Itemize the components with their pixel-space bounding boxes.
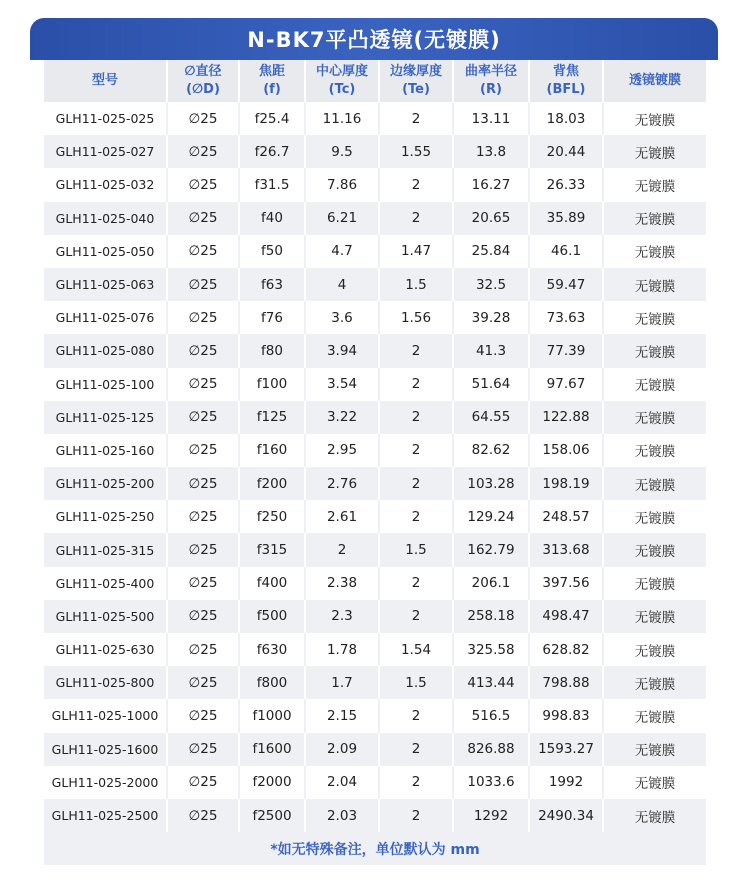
cell-coating: 无镀膜 bbox=[604, 699, 706, 732]
footnote: *如无特殊备注，单位默认为 mm bbox=[44, 832, 706, 865]
column-header-diameter bbox=[168, 60, 240, 102]
column-header-focal-length bbox=[240, 60, 306, 102]
cell-focal-length: f160 bbox=[240, 434, 306, 467]
cell-edge-thickness: 2 bbox=[380, 401, 454, 434]
header-row bbox=[44, 60, 706, 102]
table-row bbox=[44, 666, 706, 699]
cell-back-focal-length: 73.63 bbox=[530, 301, 604, 334]
cell-model: GLH11-025-032 bbox=[44, 168, 168, 201]
cell-edge-thickness: 2 bbox=[380, 799, 454, 832]
cell-center-thickness: 2.15 bbox=[306, 699, 380, 732]
table-row bbox=[44, 766, 706, 799]
cell-model: GLH11-025-2500 bbox=[44, 799, 168, 832]
cell-edge-thickness: 2 bbox=[380, 467, 454, 500]
cell-edge-thickness: 1.55 bbox=[380, 135, 454, 168]
column-header-unit: (BFL) bbox=[546, 82, 586, 97]
cell-edge-thickness: 2 bbox=[380, 368, 454, 401]
cell-focal-length: f31.5 bbox=[240, 168, 306, 201]
table-row bbox=[44, 334, 706, 367]
table-row bbox=[44, 567, 706, 600]
cell-coating: 无镀膜 bbox=[604, 633, 706, 666]
cell-diameter: ∅25 bbox=[168, 500, 240, 533]
cell-diameter: ∅25 bbox=[168, 434, 240, 467]
table-row bbox=[44, 533, 706, 566]
table-row bbox=[44, 467, 706, 500]
cell-diameter: ∅25 bbox=[168, 102, 240, 135]
cell-edge-thickness: 1.5 bbox=[380, 533, 454, 566]
cell-focal-length: f400 bbox=[240, 567, 306, 600]
cell-center-thickness: 9.5 bbox=[306, 135, 380, 168]
cell-edge-thickness: 2 bbox=[380, 334, 454, 367]
cell-back-focal-length: 46.1 bbox=[530, 235, 604, 268]
cell-edge-thickness: 2 bbox=[380, 567, 454, 600]
cell-back-focal-length: 158.06 bbox=[530, 434, 604, 467]
column-header-unit: (∅D) bbox=[186, 82, 220, 97]
cell-radius: 41.3 bbox=[454, 334, 530, 367]
cell-model: GLH11-025-200 bbox=[44, 467, 168, 500]
table-row bbox=[44, 799, 706, 832]
column-header-label: 中心厚度 bbox=[315, 64, 368, 79]
cell-radius: 13.11 bbox=[454, 102, 530, 135]
cell-coating: 无镀膜 bbox=[604, 600, 706, 633]
cell-model: GLH11-025-1600 bbox=[44, 733, 168, 766]
cell-center-thickness: 2.09 bbox=[306, 733, 380, 766]
cell-radius: 258.18 bbox=[454, 600, 530, 633]
cell-back-focal-length: 122.88 bbox=[530, 401, 604, 434]
cell-coating: 无镀膜 bbox=[604, 102, 706, 135]
cell-center-thickness: 3.6 bbox=[306, 301, 380, 334]
cell-diameter: ∅25 bbox=[168, 733, 240, 766]
cell-back-focal-length: 313.68 bbox=[530, 533, 604, 566]
cell-diameter: ∅25 bbox=[168, 334, 240, 367]
cell-edge-thickness: 2 bbox=[380, 168, 454, 201]
cell-back-focal-length: 198.19 bbox=[530, 467, 604, 500]
cell-focal-length: f1600 bbox=[240, 733, 306, 766]
cell-edge-thickness: 1.5 bbox=[380, 268, 454, 301]
cell-focal-length: f80 bbox=[240, 334, 306, 367]
cell-focal-length: f50 bbox=[240, 235, 306, 268]
title-banner bbox=[30, 18, 718, 60]
cell-model: GLH11-025-100 bbox=[44, 368, 168, 401]
column-header-coating bbox=[604, 60, 706, 102]
cell-diameter: ∅25 bbox=[168, 268, 240, 301]
cell-model: GLH11-025-2000 bbox=[44, 766, 168, 799]
cell-radius: 64.55 bbox=[454, 401, 530, 434]
cell-center-thickness: 3.94 bbox=[306, 334, 380, 367]
column-header-back-focal-length bbox=[530, 60, 604, 102]
cell-diameter: ∅25 bbox=[168, 533, 240, 566]
cell-center-thickness: 2.3 bbox=[306, 600, 380, 633]
cell-radius: 129.24 bbox=[454, 500, 530, 533]
cell-radius: 32.5 bbox=[454, 268, 530, 301]
cell-coating: 无镀膜 bbox=[604, 766, 706, 799]
cell-diameter: ∅25 bbox=[168, 633, 240, 666]
cell-back-focal-length: 498.47 bbox=[530, 600, 604, 633]
cell-center-thickness: 7.86 bbox=[306, 168, 380, 201]
cell-focal-length: f315 bbox=[240, 533, 306, 566]
cell-model: GLH11-025-025 bbox=[44, 102, 168, 135]
table-row bbox=[44, 301, 706, 334]
cell-diameter: ∅25 bbox=[168, 567, 240, 600]
cell-focal-length: f100 bbox=[240, 368, 306, 401]
cell-focal-length: f26.7 bbox=[240, 135, 306, 168]
cell-coating: 无镀膜 bbox=[604, 334, 706, 367]
column-header-unit: (Tc) bbox=[328, 82, 356, 97]
cell-center-thickness: 2.76 bbox=[306, 467, 380, 500]
cell-focal-length: f1000 bbox=[240, 699, 306, 732]
table-row bbox=[44, 368, 706, 401]
table-row bbox=[44, 168, 706, 201]
cell-coating: 无镀膜 bbox=[604, 666, 706, 699]
table-row bbox=[44, 268, 706, 301]
cell-edge-thickness: 1.5 bbox=[380, 666, 454, 699]
cell-diameter: ∅25 bbox=[168, 401, 240, 434]
cell-coating: 无镀膜 bbox=[604, 368, 706, 401]
cell-radius: 82.62 bbox=[454, 434, 530, 467]
cell-coating: 无镀膜 bbox=[604, 268, 706, 301]
cell-focal-length: f630 bbox=[240, 633, 306, 666]
table-row bbox=[44, 102, 706, 135]
cell-edge-thickness: 2 bbox=[380, 699, 454, 732]
cell-back-focal-length: 2490.34 bbox=[530, 799, 604, 832]
column-header-unit: (Te) bbox=[402, 82, 430, 97]
cell-back-focal-length: 1593.27 bbox=[530, 733, 604, 766]
column-header-radius bbox=[454, 60, 530, 102]
cell-model: GLH11-025-040 bbox=[44, 202, 168, 235]
cell-focal-length: f2500 bbox=[240, 799, 306, 832]
cell-edge-thickness: 2 bbox=[380, 733, 454, 766]
column-header-model bbox=[44, 60, 168, 102]
cell-diameter: ∅25 bbox=[168, 135, 240, 168]
cell-center-thickness: 6.21 bbox=[306, 202, 380, 235]
cell-coating: 无镀膜 bbox=[604, 533, 706, 566]
column-header-edge-thickness bbox=[380, 60, 454, 102]
cell-coating: 无镀膜 bbox=[604, 799, 706, 832]
cell-radius: 16.27 bbox=[454, 168, 530, 201]
column-header-center-thickness bbox=[306, 60, 380, 102]
cell-edge-thickness: 2 bbox=[380, 434, 454, 467]
cell-model: GLH11-025-160 bbox=[44, 434, 168, 467]
cell-focal-length: f2000 bbox=[240, 766, 306, 799]
cell-model: GLH11-025-080 bbox=[44, 334, 168, 367]
cell-center-thickness: 2.38 bbox=[306, 567, 380, 600]
cell-center-thickness: 3.54 bbox=[306, 368, 380, 401]
cell-diameter: ∅25 bbox=[168, 467, 240, 500]
cell-coating: 无镀膜 bbox=[604, 301, 706, 334]
cell-center-thickness: 4 bbox=[306, 268, 380, 301]
cell-radius: 516.5 bbox=[454, 699, 530, 732]
cell-model: GLH11-025-125 bbox=[44, 401, 168, 434]
cell-coating: 无镀膜 bbox=[604, 434, 706, 467]
cell-diameter: ∅25 bbox=[168, 168, 240, 201]
cell-coating: 无镀膜 bbox=[604, 401, 706, 434]
cell-focal-length: f25.4 bbox=[240, 102, 306, 135]
cell-model: GLH11-025-050 bbox=[44, 235, 168, 268]
cell-diameter: ∅25 bbox=[168, 766, 240, 799]
cell-back-focal-length: 97.67 bbox=[530, 368, 604, 401]
cell-model: GLH11-025-400 bbox=[44, 567, 168, 600]
cell-back-focal-length: 77.39 bbox=[530, 334, 604, 367]
cell-coating: 无镀膜 bbox=[604, 500, 706, 533]
cell-radius: 413.44 bbox=[454, 666, 530, 699]
cell-coating: 无镀膜 bbox=[604, 235, 706, 268]
cell-edge-thickness: 1.56 bbox=[380, 301, 454, 334]
cell-edge-thickness: 2 bbox=[380, 202, 454, 235]
cell-coating: 无镀膜 bbox=[604, 567, 706, 600]
cell-focal-length: f63 bbox=[240, 268, 306, 301]
spec-table bbox=[44, 60, 706, 832]
cell-back-focal-length: 248.57 bbox=[530, 500, 604, 533]
cell-center-thickness: 4.7 bbox=[306, 235, 380, 268]
cell-focal-length: f800 bbox=[240, 666, 306, 699]
cell-back-focal-length: 998.83 bbox=[530, 699, 604, 732]
cell-edge-thickness: 2 bbox=[380, 766, 454, 799]
table-row bbox=[44, 600, 706, 633]
cell-radius: 1033.6 bbox=[454, 766, 530, 799]
table-row bbox=[44, 135, 706, 168]
cell-coating: 无镀膜 bbox=[604, 168, 706, 201]
cell-coating: 无镀膜 bbox=[604, 135, 706, 168]
cell-edge-thickness: 2 bbox=[380, 102, 454, 135]
column-header-label: 型号 bbox=[91, 73, 118, 88]
cell-focal-length: f76 bbox=[240, 301, 306, 334]
cell-diameter: ∅25 bbox=[168, 799, 240, 832]
cell-focal-length: f125 bbox=[240, 401, 306, 434]
cell-radius: 25.84 bbox=[454, 235, 530, 268]
table-row bbox=[44, 699, 706, 732]
table-row bbox=[44, 434, 706, 467]
column-header-label: 透镜镀膜 bbox=[628, 73, 681, 88]
cell-diameter: ∅25 bbox=[168, 235, 240, 268]
cell-diameter: ∅25 bbox=[168, 699, 240, 732]
cell-edge-thickness: 2 bbox=[380, 600, 454, 633]
cell-center-thickness: 3.22 bbox=[306, 401, 380, 434]
cell-radius: 826.88 bbox=[454, 733, 530, 766]
cell-center-thickness: 2 bbox=[306, 533, 380, 566]
cell-center-thickness: 2.04 bbox=[306, 766, 380, 799]
table-row bbox=[44, 633, 706, 666]
column-header-label: 焦距 bbox=[258, 64, 285, 79]
cell-radius: 206.1 bbox=[454, 567, 530, 600]
cell-radius: 20.65 bbox=[454, 202, 530, 235]
cell-focal-length: f500 bbox=[240, 600, 306, 633]
cell-model: GLH11-025-315 bbox=[44, 533, 168, 566]
cell-radius: 39.28 bbox=[454, 301, 530, 334]
cell-coating: 无镀膜 bbox=[604, 733, 706, 766]
cell-back-focal-length: 628.82 bbox=[530, 633, 604, 666]
column-header-label: 背焦 bbox=[552, 64, 579, 79]
table-body bbox=[44, 102, 706, 832]
cell-focal-length: f200 bbox=[240, 467, 306, 500]
cell-back-focal-length: 20.44 bbox=[530, 135, 604, 168]
cell-radius: 13.8 bbox=[454, 135, 530, 168]
table-row bbox=[44, 500, 706, 533]
cell-center-thickness: 2.03 bbox=[306, 799, 380, 832]
table-row bbox=[44, 401, 706, 434]
column-header-label: 曲率半径 bbox=[464, 64, 517, 79]
cell-back-focal-length: 397.56 bbox=[530, 567, 604, 600]
cell-back-focal-length: 35.89 bbox=[530, 202, 604, 235]
cell-model: GLH11-025-076 bbox=[44, 301, 168, 334]
cell-back-focal-length: 1992 bbox=[530, 766, 604, 799]
table-row bbox=[44, 235, 706, 268]
column-header-label: 边缘厚度 bbox=[389, 64, 442, 79]
cell-center-thickness: 2.95 bbox=[306, 434, 380, 467]
cell-back-focal-length: 26.33 bbox=[530, 168, 604, 201]
cell-model: GLH11-025-1000 bbox=[44, 699, 168, 732]
table-header bbox=[44, 60, 706, 102]
cell-edge-thickness: 1.47 bbox=[380, 235, 454, 268]
page-title: N-BK7平凸透镜(无镀膜) bbox=[247, 28, 501, 52]
cell-diameter: ∅25 bbox=[168, 202, 240, 235]
cell-radius: 103.28 bbox=[454, 467, 530, 500]
table-row bbox=[44, 202, 706, 235]
cell-radius: 1292 bbox=[454, 799, 530, 832]
cell-model: GLH11-025-250 bbox=[44, 500, 168, 533]
cell-edge-thickness: 1.54 bbox=[380, 633, 454, 666]
cell-model: GLH11-025-630 bbox=[44, 633, 168, 666]
cell-back-focal-length: 59.47 bbox=[530, 268, 604, 301]
cell-diameter: ∅25 bbox=[168, 368, 240, 401]
cell-radius: 162.79 bbox=[454, 533, 530, 566]
cell-coating: 无镀膜 bbox=[604, 202, 706, 235]
cell-diameter: ∅25 bbox=[168, 301, 240, 334]
cell-back-focal-length: 18.03 bbox=[530, 102, 604, 135]
column-header-unit: (f) bbox=[263, 82, 281, 97]
cell-model: GLH11-025-800 bbox=[44, 666, 168, 699]
cell-coating: 无镀膜 bbox=[604, 467, 706, 500]
column-header-unit: (R) bbox=[480, 82, 502, 97]
cell-diameter: ∅25 bbox=[168, 600, 240, 633]
cell-center-thickness: 2.61 bbox=[306, 500, 380, 533]
cell-radius: 325.58 bbox=[454, 633, 530, 666]
cell-edge-thickness: 2 bbox=[380, 500, 454, 533]
cell-model: GLH11-025-063 bbox=[44, 268, 168, 301]
cell-radius: 51.64 bbox=[454, 368, 530, 401]
cell-model: GLH11-025-500 bbox=[44, 600, 168, 633]
cell-focal-length: f40 bbox=[240, 202, 306, 235]
cell-center-thickness: 1.78 bbox=[306, 633, 380, 666]
column-header-label: ∅直径 bbox=[184, 64, 222, 79]
table-row bbox=[44, 733, 706, 766]
cell-back-focal-length: 798.88 bbox=[530, 666, 604, 699]
cell-model: GLH11-025-027 bbox=[44, 135, 168, 168]
cell-center-thickness: 1.7 bbox=[306, 666, 380, 699]
cell-focal-length: f250 bbox=[240, 500, 306, 533]
cell-diameter: ∅25 bbox=[168, 666, 240, 699]
cell-center-thickness: 11.16 bbox=[306, 102, 380, 135]
